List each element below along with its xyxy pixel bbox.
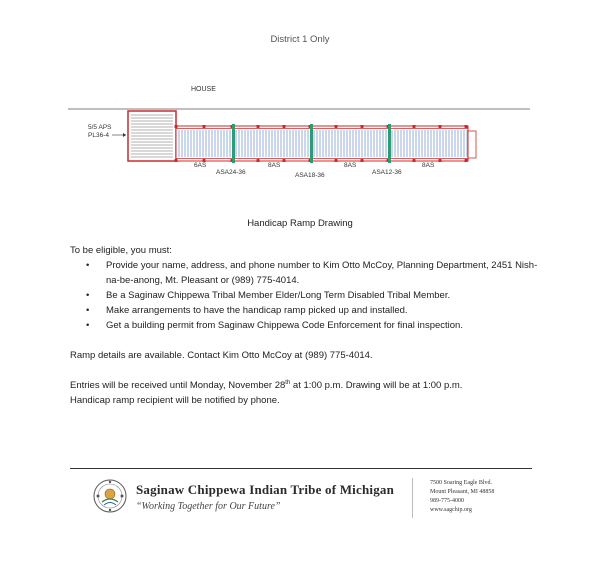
eligibility-item: • Provide your name, address, and phone number to Kim Otto McCoy, Planning Department, 2451 Nish-na-be-anong, Mt. Pleasant or (989) 775-4014.	[106, 258, 550, 288]
ramp-post	[203, 125, 206, 128]
connector-asa18	[310, 124, 313, 163]
connector-label-2: ASA18-36	[295, 172, 325, 179]
eligibility-item: • Get a building permit from Saginaw Chippewa Code Enforcement for final inspection.	[106, 318, 550, 333]
ramp-post	[257, 125, 260, 128]
address-line: 7500 Soaring Eagle Blvd.	[430, 480, 492, 486]
org-address	[430, 479, 494, 515]
eligibility-item: • Be a Saginaw Chippewa Tribal Member Elder/Long Term Disabled Tribal Member.	[106, 288, 550, 303]
ramp-post	[439, 125, 442, 128]
footer	[70, 470, 532, 522]
ramp-post	[335, 125, 338, 128]
section-label-4: 8AS	[422, 162, 435, 169]
ramp-post	[361, 125, 364, 128]
org-name: Saginaw Chippewa Indian Tribe of Michigan	[136, 482, 395, 497]
ramp-post	[257, 159, 260, 162]
ramp-drawing	[68, 80, 530, 180]
page-header-title: District 1 Only	[270, 34, 330, 45]
entries-sup: th	[285, 379, 291, 386]
section-label-2: 8AS	[268, 162, 281, 169]
ramp-post	[175, 125, 178, 128]
connector-asa24	[232, 124, 235, 163]
section-label-3: 8AS	[344, 162, 357, 169]
landing-label-1: 5/5 APS	[88, 124, 112, 131]
ramp-post	[283, 125, 286, 128]
section-label-1: 6AS	[194, 162, 207, 169]
body-text	[70, 243, 550, 408]
org-motto: “Working Together for Our Future”	[136, 501, 281, 512]
address-line: Mount Pleasant, MI 48858	[430, 489, 495, 495]
ramp-end-plate	[468, 131, 476, 158]
landing-label-2: PL36-4	[88, 132, 109, 139]
drawing-caption: Handicap Ramp Drawing	[247, 218, 353, 229]
tribal-seal-logo	[92, 478, 128, 514]
connector-label-1: ASA24-36	[216, 169, 246, 176]
entries-line-2: Handicap ramp recipient will be notified by phone.	[70, 395, 280, 406]
ramp-frame	[176, 126, 468, 161]
eligibility-item: • Make arrangements to have the handicap ramp picked up and installed.	[106, 303, 550, 318]
eligibility-intro: To be eligible, you must:	[70, 245, 172, 256]
address-line: www.sagchip.org	[430, 507, 472, 513]
entries-suffix: at 1:00 p.m. Drawing will be at 1:00 p.m.	[290, 380, 463, 391]
footer-divider	[70, 468, 532, 469]
ramp-details: Ramp details are available. Contact Kim Otto McCoy at (989) 775-4014.	[70, 350, 373, 361]
ramp-post	[283, 159, 286, 162]
entries-prefix: Entries will be received until Monday, November 28	[70, 380, 286, 391]
ramp-post	[439, 159, 442, 162]
ramp-post	[335, 159, 338, 162]
ramp-post	[361, 159, 364, 162]
ramp-post	[413, 125, 416, 128]
landing-arrowhead	[123, 133, 126, 137]
connector-asa12	[388, 124, 391, 163]
address-line: 989-775-4000	[430, 498, 464, 504]
eligibility-list	[70, 258, 550, 333]
footer-separator	[412, 478, 413, 518]
connector-label-3: ASA12-36	[372, 169, 402, 176]
ramp-post	[465, 159, 468, 162]
house-label: HOUSE	[191, 86, 216, 93]
ramp-post	[413, 159, 416, 162]
ramp-post	[175, 159, 178, 162]
ramp-post	[465, 125, 468, 128]
entries-line-1	[70, 378, 550, 393]
